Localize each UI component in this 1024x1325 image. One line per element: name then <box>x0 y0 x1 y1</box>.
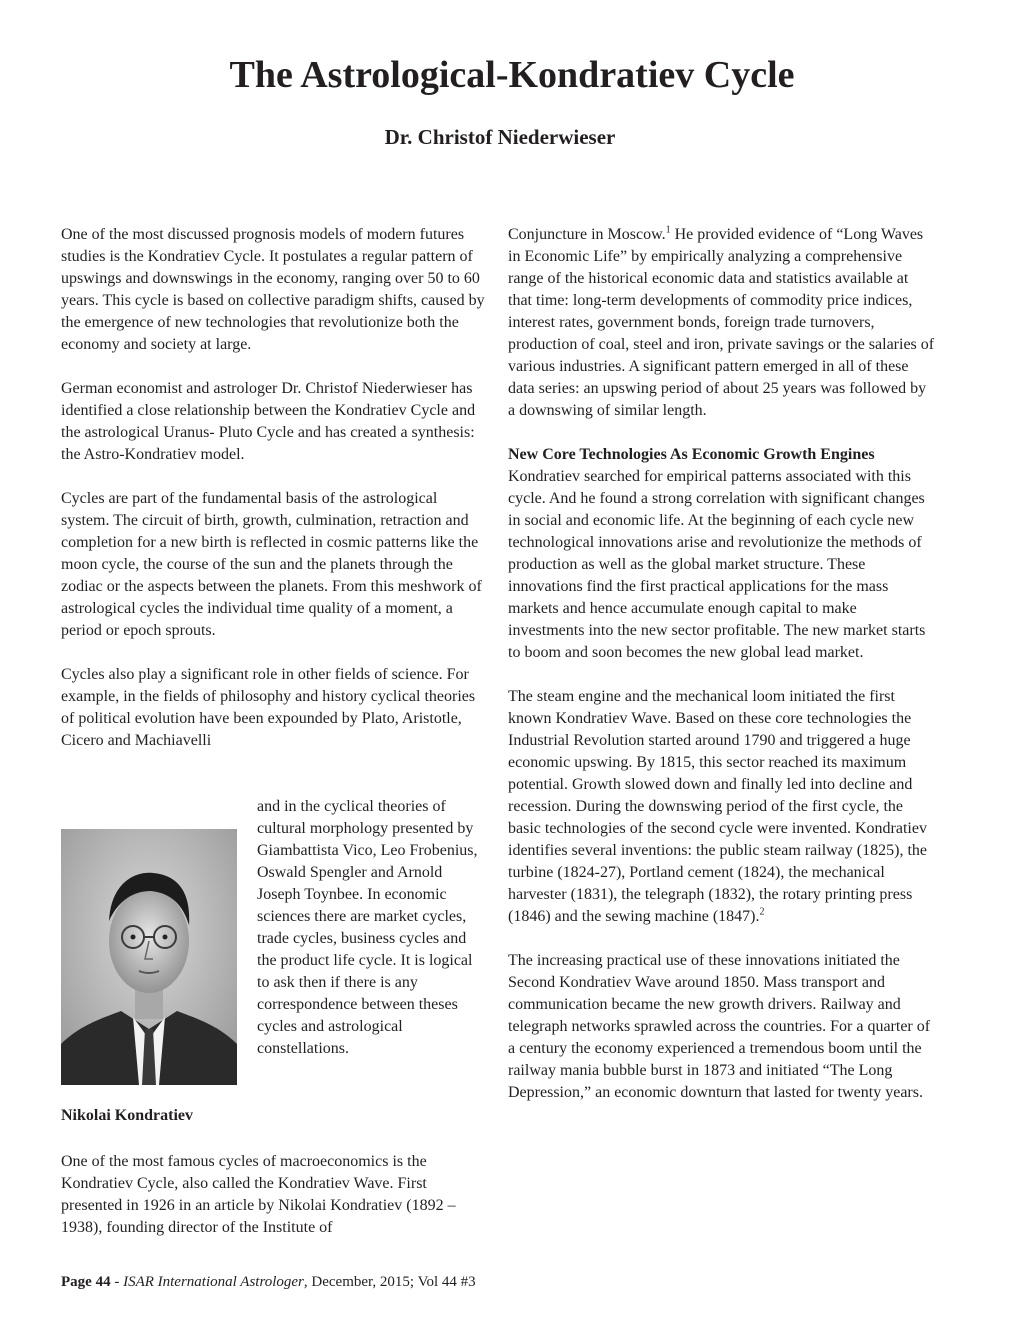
footnote-ref-2: 2 <box>759 906 765 918</box>
section-heading-core-technologies: New Core Technologies As Economic Growth Engines <box>508 446 875 463</box>
footer-page-number: Page 44 <box>61 1274 111 1290</box>
paragraph-other-fields-side: and in the cyclical theories of cultural morphology presented by Giambattista Vico, Leo Frobenius, Oswald Spengler and Arnold Joseph Toynbee. In economic sciences there are market cycles, trade cycles, business cycles and the product life cycle. It is logical to ask then if there is any correspondence between theses cycles and astrological constellations. <box>257 798 478 1057</box>
paragraph-steam-engine-text: The steam engine and the mechanical loom initiated the first known Kondratiev Wave. Based on these core technologies the Industrial Revolution started around 1790 and triggered a huge economic upswing. By 1815, this sector reached its maximum potential. Growth slowed down and finally led into decline and recession. During the downswing period of the first cycle, the basic technologies of the second cycle were invented. Kondratiev identifies several inventions: the public steam railway (1825), the turbine (1824-27), Portland cement (1824), the mechanical harvester (1831), the telegraph (1832), the rotary printing press (1846) and the sewing machine (1847). <box>508 688 927 925</box>
footnote-ref-1: 1 <box>665 224 671 236</box>
author-name: Dr. Christof Niederwieser <box>384 125 616 149</box>
paragraph-astrological-cycles: Cycles are part of the fundamental basis of the astrological system. The circuit of birth, growth, culmination, retraction and completion for a new birth is reflected in cosmic patterns like the moon cycle, the course of the sun and the planets through the zodiac or the aspects between the planets. From this meshwork of astrological cycles the individual time quality of a moment, a period or epoch sprouts. <box>61 490 482 639</box>
paragraph-empirical-patterns: Kondratiev searched for empirical patterns associated with this cycle. And he found a strong correlation with significant changes in social and economic life. At the beginning of each cycle new technological innovations arise and revolutionize the methods of production as well as the global market structure. These innovations find the first practical applications for the mass markets and hence accumulate enough capital to make investments into the new sector profitable. The new market starts to boom and soon becomes the new global lead market. <box>508 468 926 661</box>
paragraph-famous-cycles: One of the most famous cycles of macroeconomics is the Kondratiev Cycle, also called the Kondratiev Wave. First presented in 1926 in an article by Nikolai Kondratiev (1892 – 1938), founding director of the Institute of <box>61 1153 456 1236</box>
paragraph-long-waves-start: Conjuncture in Moscow. <box>508 226 666 243</box>
paragraph-second-wave: The increasing practical use of these innovations initiated the Second Kondratiev Wave around 1850. Mass transport and communication became the new growth drivers. Railway and telegraph networks sprawled across the countries. For a quarter of a century the economy experienced a tremendous boom until the railway mania bubble burst in 1873 and initiated “The Long Depression,” an economic downturn that lasted for twenty years. <box>508 952 931 1101</box>
paragraph-other-fields <box>61 664 488 752</box>
paragraph-intro: One of the most discussed prognosis models of modern futures studies is the Kondratiev Cycle. It postulates a regular pattern of upswings and downswings in the economy, ranging over 50 to 60 years. This cycle is based on collective paradigm shifts, caused by the emergence of new technologies that revolutionize both the economy and society at large. <box>61 226 485 353</box>
footer-issue-details: , December, 2015; Vol 44 #3 <box>303 1274 476 1290</box>
portrait-photo-icon <box>61 829 237 1085</box>
photo-caption: Nikolai Kondratiev <box>61 1107 194 1124</box>
paragraph-steam-engine <box>508 686 936 928</box>
article-title: The Astrological-Kondratiev Cycle <box>229 54 795 96</box>
paragraph-niederwieser: German economist and astrologer Dr. Christof Niederwieser has identified a close relationship between the Kondratiev Cycle and the astrological Uranus- Pluto Cycle and has created a synthesis: the Astro-Kondratiev model. <box>61 380 476 463</box>
left-column <box>61 224 488 752</box>
paragraph-long-waves <box>508 224 936 422</box>
kondratiev-portrait <box>61 829 237 1085</box>
paragraph-long-waves-rest: He provided evidence of “Long Waves in Economic Life” by empirically analyzing a comprehensive range of the historical economic data and statistics available at that time: long-term developments of commodity price indices, interest rates, government bonds, foreign trade turnovers, production of coal, steel and iron, private savings or the salaries of various industries. A significant pattern emerged in all of these data series: an upswing period of about 25 years was followed by a downswing of similar length. <box>508 226 935 419</box>
right-column <box>508 224 936 1126</box>
footer-publication: ISAR International Astrologer <box>123 1274 304 1290</box>
page-footer <box>61 1272 476 1292</box>
paragraph-other-fields-top: Cycles also play a significant role in other fields of science. For example, in the fields of philosophy and history cyclical theories of political evolution have been expounded by Plato, Aristotle, Cicero and Machiavelli <box>61 666 476 749</box>
footer-separator: - <box>110 1274 124 1290</box>
